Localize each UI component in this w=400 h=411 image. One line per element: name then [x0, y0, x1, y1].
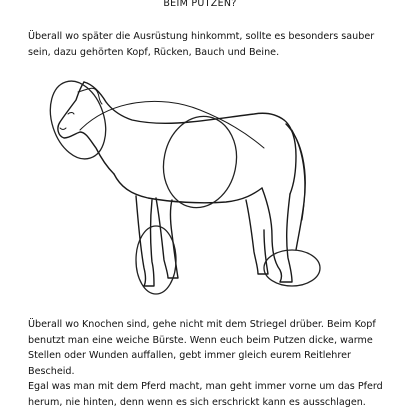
- horse-drawing: [40, 70, 340, 302]
- horse-reins-line: [80, 101, 264, 148]
- text-line: Egal was man mit dem Pferd macht, man geht immer vorne um das Pferd: [28, 381, 383, 393]
- text-line: Überall wo Knochen sind, gehe nicht mit dem Striegel drüber. Beim Kopf: [28, 319, 376, 330]
- horse-rump-outline: [284, 120, 296, 194]
- text-line: Stellen oder Wunden auffallen, gebt immer gleich eurem Reitlehrer: [28, 350, 351, 362]
- horse-front-leg-far: [156, 198, 178, 278]
- text-line: Bescheid.: [28, 365, 75, 377]
- text-line: Überall wo später die Ausrüstung hinkommt, sollte es besonders sauber: [28, 31, 375, 42]
- horse-back-outline: [84, 82, 284, 123]
- horse-nostril: [60, 128, 66, 130]
- text-line: herum, nie hinten, denn wenn es sich erschrickt kann es ausschlagen.: [28, 396, 366, 408]
- section-heading: BEIM PUTZEN?: [163, 0, 237, 9]
- text-line: benutzt man eine weiche Bürste. Wenn euch beim Putzen dicke, warme: [28, 334, 373, 346]
- body-paragraph: [28, 317, 383, 411]
- text-line: sein, dazu gehörten Kopf, Rücken, Bauch und Beine.: [28, 46, 280, 58]
- horse-eye: [68, 113, 74, 115]
- horse-illustration: [40, 70, 340, 302]
- intro-paragraph: [28, 29, 378, 60]
- head-highlight-ring: [41, 74, 115, 166]
